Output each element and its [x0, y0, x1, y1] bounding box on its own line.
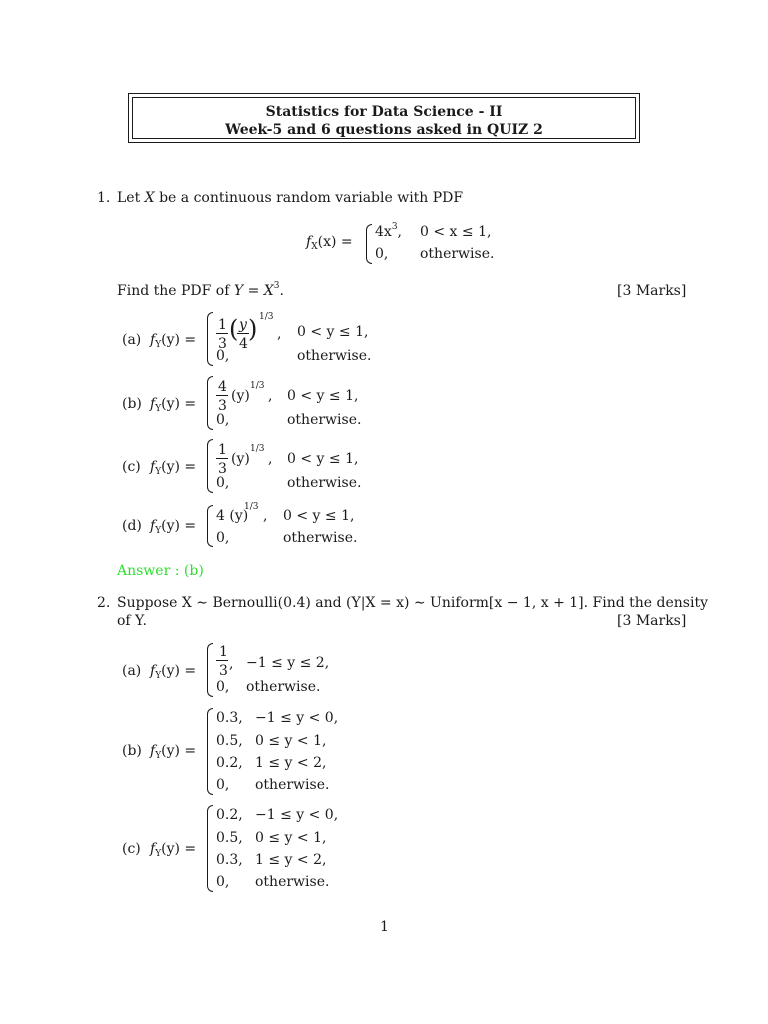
q1-pdf-case2-cond: otherwise.	[420, 246, 495, 262]
q2-option-a-label: (a)	[122, 663, 142, 679]
q1-option-a-other: otherwise.	[297, 348, 372, 364]
q1-option-a-rparen: )	[248, 315, 258, 343]
q2-option-b-lhs: $f_Y(y)$ =	[150, 743, 197, 761]
q1-pdf-case2-value: 0,	[375, 246, 389, 262]
q1-option-d-lhs: $f_Y(y)$ =	[150, 518, 197, 536]
q2-option-a-frac-bar	[216, 660, 228, 661]
q1-option-c-base: (y)	[231, 451, 250, 467]
q1-option-c-den: 3	[218, 461, 227, 477]
q1-option-c-other: otherwise.	[287, 475, 362, 491]
q1-statement: Let X be a continuous random variable with PDF	[117, 190, 464, 206]
q2-option-a-den: 3	[219, 663, 228, 679]
q1-option-b-cond: 0 < y ≤ 1,	[287, 388, 359, 404]
q1-option-d-exp: 1/3	[244, 502, 259, 512]
q2-option-a-num: 1	[219, 644, 228, 660]
title-line-2: Week-5 and 6 questions asked in QUIZ 2	[225, 122, 543, 138]
q2-option-b-row2-value: 0.5,	[216, 733, 243, 749]
q1-option-c-frac-bar	[216, 458, 228, 459]
q1-pdf-case1-value: $4x^3$,	[375, 222, 402, 240]
q1-option-a-brace	[207, 312, 213, 366]
q2-option-a-lhs: $f_Y(y)$ =	[150, 663, 197, 681]
q2-option-c-row3-value: 0.3,	[216, 852, 243, 868]
q1-option-b-num: 4	[218, 379, 227, 395]
q1-pdf-case1-cond: 0 < x ≤ 1,	[420, 224, 492, 240]
q1-option-b-frac-bar	[216, 395, 228, 396]
q1-marks: [3 Marks]	[617, 283, 687, 299]
q2-option-c-row2-value: 0.5,	[216, 830, 243, 846]
q1-option-b-label: (b)	[122, 396, 142, 412]
q1-option-a-zero: 0,	[216, 348, 230, 364]
q2-option-c-row2-cond: 0 ≤ y < 1,	[255, 830, 327, 846]
q2-marks: [3 Marks]	[617, 613, 687, 629]
q2-option-a-zero: 0,	[216, 679, 230, 695]
q1-option-a-inner-den: 4	[239, 336, 248, 352]
page-number: 1	[380, 919, 389, 935]
q2-option-c-row3-cond: 1 ≤ y < 2,	[255, 852, 327, 868]
q1-option-a-inner-num: y	[239, 317, 247, 333]
q2-statement-line2: of Y.	[117, 613, 147, 629]
q1-answer: Answer : (b)	[117, 563, 204, 579]
q1-option-b-other: otherwise.	[287, 412, 362, 428]
q1-option-a-label: (a)	[122, 332, 142, 348]
q1-option-c-num: 1	[218, 442, 227, 458]
q2-option-b-row3-value: 0.2,	[216, 755, 243, 771]
q2-option-c-row1-cond: −1 ≤ y < 0,	[255, 807, 339, 823]
title-box	[128, 93, 640, 143]
q1-option-d-comma: ,	[263, 508, 268, 524]
q1-option-d-cond: 0 < y ≤ 1,	[283, 508, 355, 524]
q1-option-b-exp: 1/3	[250, 381, 265, 391]
q1-option-a-frac-bar	[216, 333, 228, 334]
q1-option-a-den: 3	[218, 336, 227, 352]
q1-option-c-exp: 1/3	[250, 444, 265, 454]
q1-number: 1.	[97, 190, 111, 206]
q1-option-c-lhs: $f_Y(y)$ =	[150, 459, 197, 477]
q2-option-b-row2-cond: 0 ≤ y < 1,	[255, 733, 327, 749]
q2-option-b-row4-cond: otherwise.	[255, 777, 330, 793]
q1-option-d-base: 4 (y)	[216, 508, 249, 524]
q1-option-c-brace	[207, 439, 213, 493]
q1-option-d-zero: 0,	[216, 530, 230, 546]
q2-option-c-row4-value: 0,	[216, 874, 230, 890]
q2-option-b-row4-value: 0,	[216, 777, 230, 793]
q1-option-d-label: (d)	[122, 518, 142, 534]
q1-option-c-cond: 0 < y ≤ 1,	[287, 451, 359, 467]
q1-option-a-exp: 1/3	[259, 312, 274, 322]
q1-pdf-brace	[366, 224, 372, 264]
q2-option-a-brace	[207, 643, 213, 697]
q1-option-c-zero: 0,	[216, 475, 230, 491]
q1-pdf-lhs: $f_X(x)$ =	[306, 234, 353, 252]
q2-option-c-brace	[207, 805, 213, 892]
q2-option-b-label: (b)	[122, 743, 142, 759]
q2-option-a-comma: ,	[229, 656, 234, 672]
q1-option-b-base: (y)	[231, 388, 250, 404]
q2-number: 2.	[97, 595, 111, 611]
q1-option-b-zero: 0,	[216, 412, 230, 428]
q2-option-c-row1-value: 0.2,	[216, 807, 243, 823]
title-box-inner	[132, 97, 636, 139]
q2-option-b-row1-value: 0.3,	[216, 710, 243, 726]
q1-option-c-comma: ,	[268, 451, 273, 467]
q2-option-c-label: (c)	[122, 841, 141, 857]
q1-option-a-cond: 0 < y ≤ 1,	[297, 324, 369, 340]
q1-option-b-den: 3	[218, 398, 227, 414]
q2-option-b-row1-cond: −1 ≤ y < 0,	[255, 710, 339, 726]
q1-option-b-brace	[207, 376, 213, 430]
q2-option-c-row4-cond: otherwise.	[255, 874, 330, 890]
q1-option-a-num: 1	[218, 317, 227, 333]
q1-option-b-comma: ,	[268, 388, 273, 404]
q1-option-d-brace	[207, 505, 213, 547]
q2-option-c-lhs: $f_Y(y)$ =	[150, 841, 197, 859]
q1-option-c-label: (c)	[122, 459, 141, 475]
q1-option-b-lhs: $f_Y(y)$ =	[150, 396, 197, 414]
q2-option-a-other: otherwise.	[246, 679, 321, 695]
q1-ask: Find the PDF of $Y = X^3$.	[117, 281, 284, 299]
q2-option-a-cond: −1 ≤ y ≤ 2,	[246, 655, 330, 671]
q2-option-b-brace	[207, 708, 213, 795]
q2-statement-line1: Suppose X ∼ Bernoulli(0.4) and (Y|X = x) ∼ Uniform[x − 1, x + 1]. Find the density	[117, 595, 708, 611]
q1-option-a-lparen: (	[229, 315, 239, 343]
q2-option-b-row3-cond: 1 ≤ y < 2,	[255, 755, 327, 771]
title-line-1: Statistics for Data Science - II	[265, 104, 503, 120]
q1-option-a-lhs: $f_Y(y)$ =	[150, 332, 197, 350]
q1-option-a-comma: ,	[277, 326, 282, 342]
q1-option-d-other: otherwise.	[283, 530, 358, 546]
